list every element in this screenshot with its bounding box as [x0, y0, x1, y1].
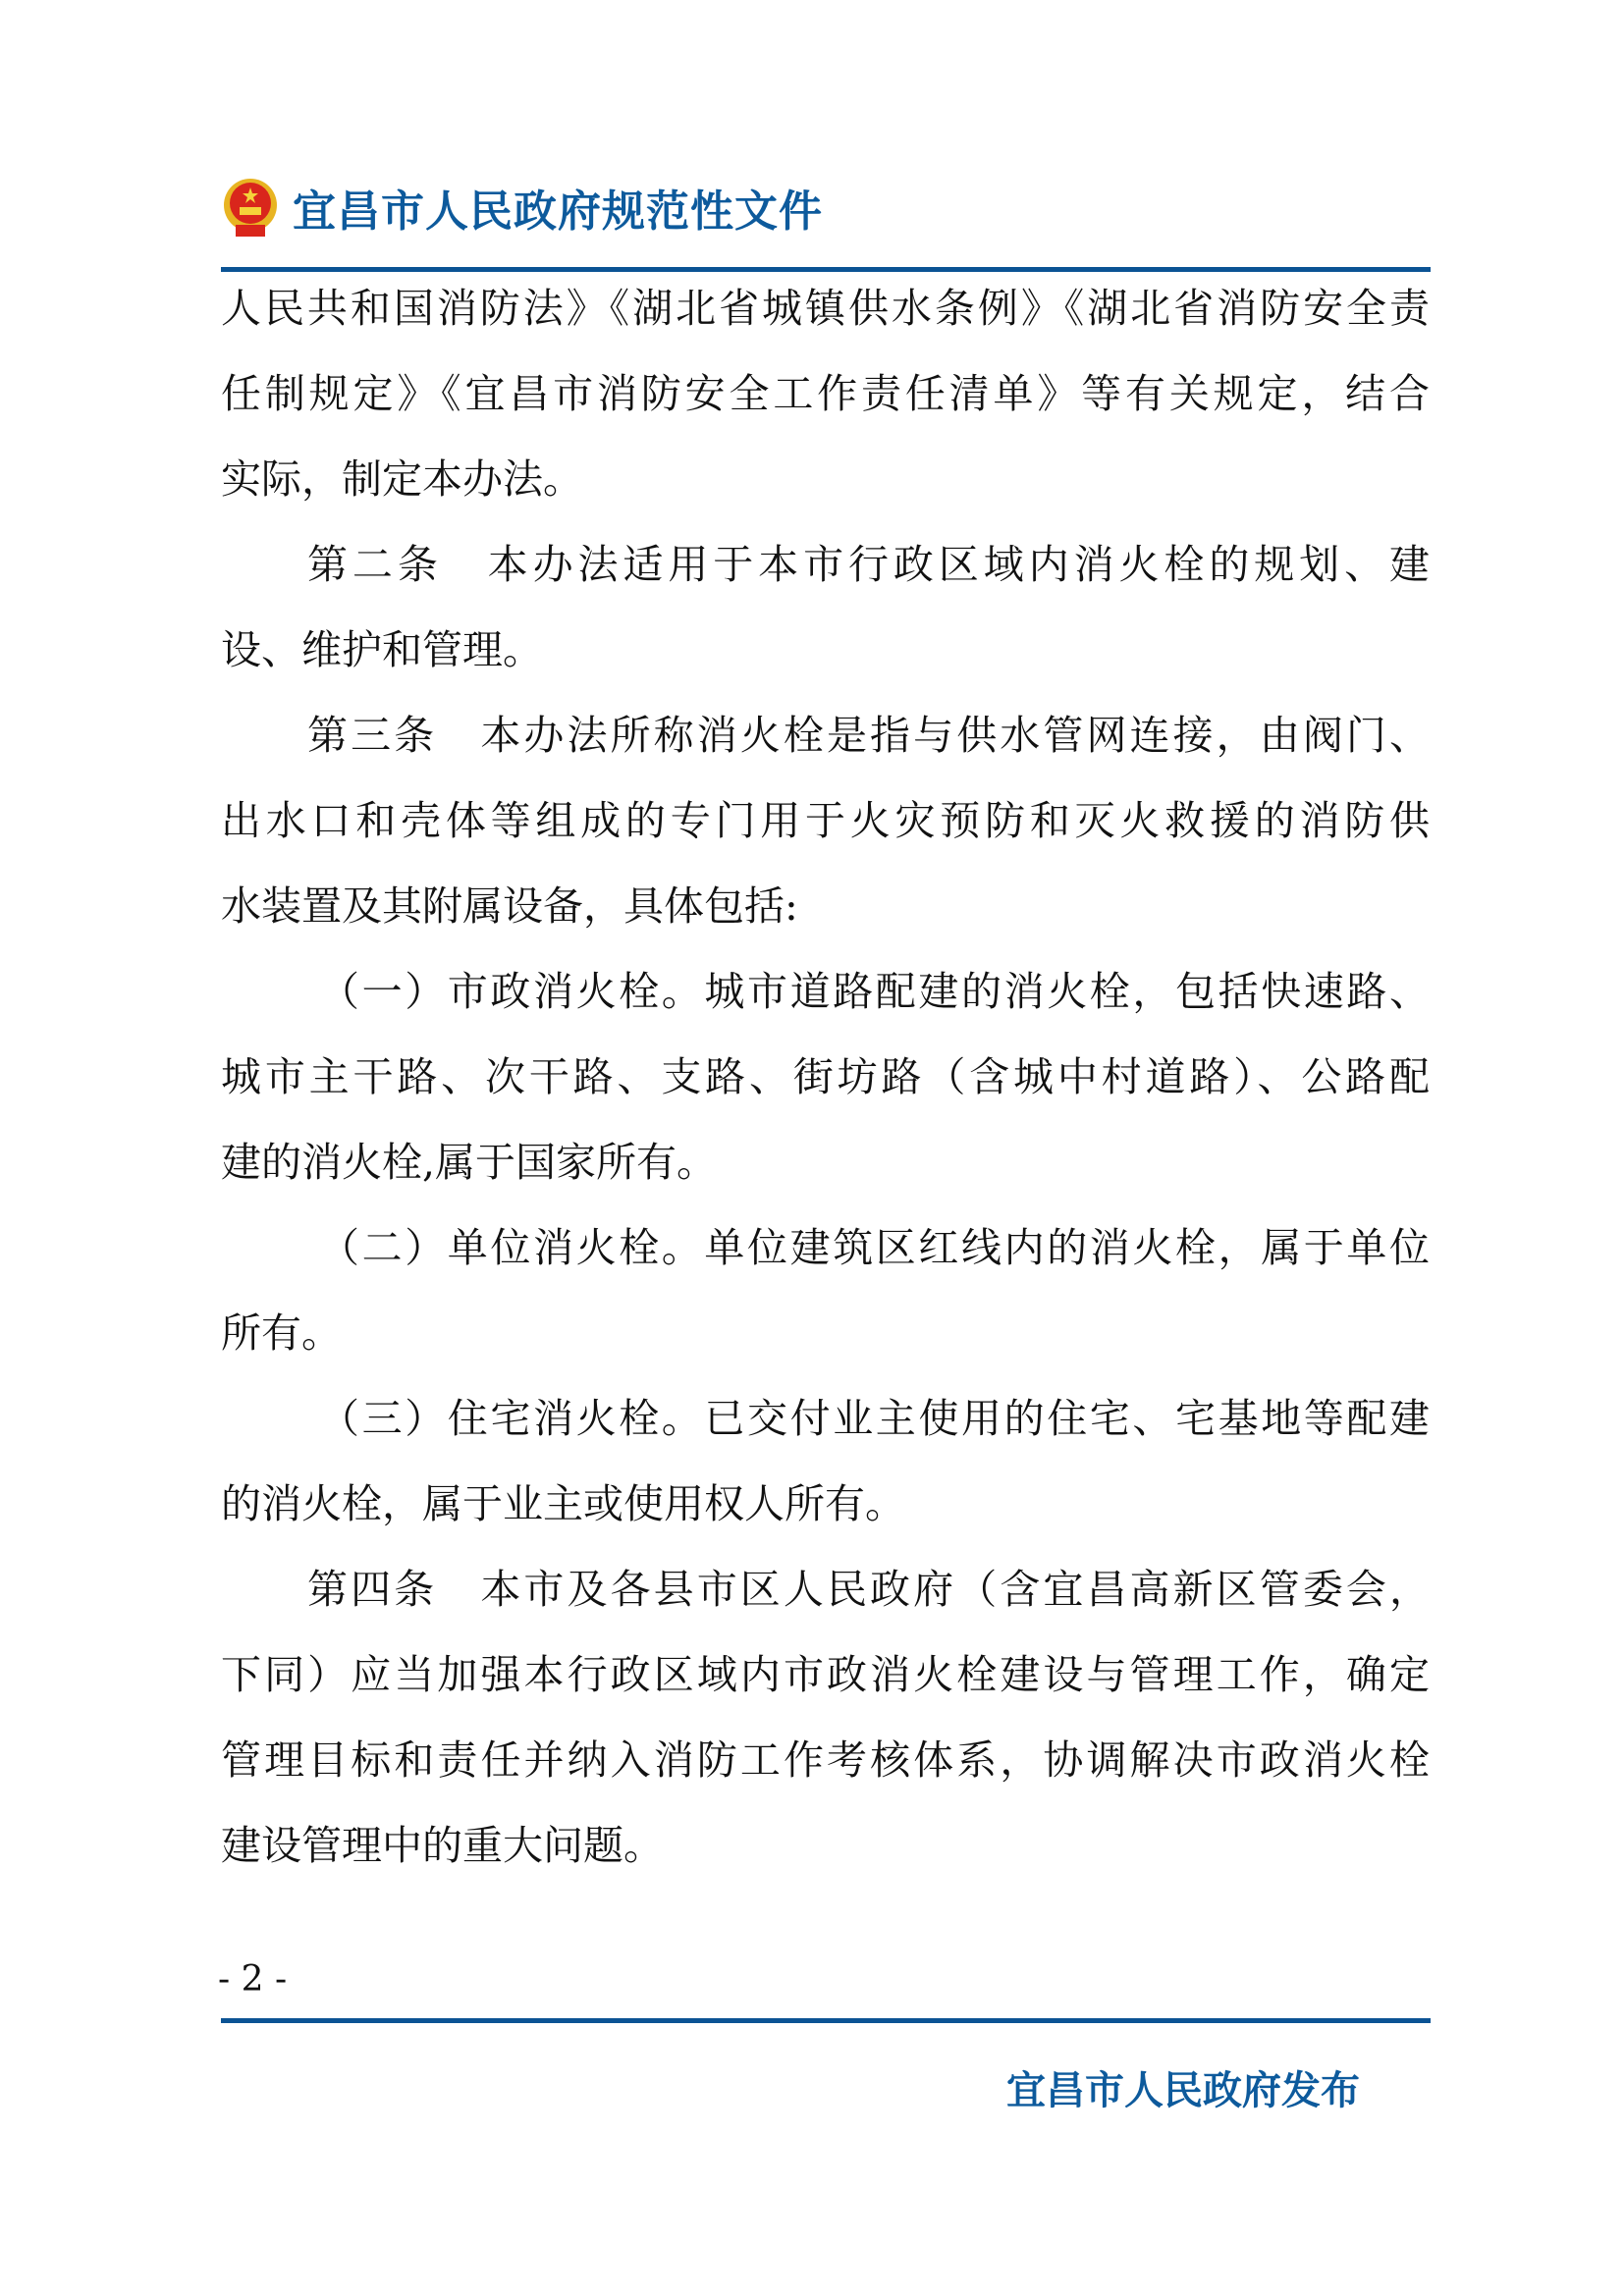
text-line: 建设管理中的重大问题。	[221, 1822, 664, 1869]
article-3: 第三条 本办法所称消火栓是指与供水管网连接，由阀门、	[307, 712, 1430, 759]
page-number: - 2 -	[218, 1959, 288, 2000]
item-3: （三）住宅消火栓。已交付业主使用的住宅、宅基地等配建	[319, 1395, 1430, 1442]
header-title: 宜昌市人民政府规范性文件	[293, 187, 823, 237]
footer-divider	[221, 2018, 1431, 2023]
text-line: 出水口和壳体等组成的专门用于火灾预防和灭火救援的消防供	[221, 797, 1430, 844]
document-header	[222, 173, 823, 241]
text-line: 水装置及其附属设备，具体包括:	[221, 882, 798, 930]
text-line: 人民共和国消防法》《湖北省城镇供水条例》《湖北省消防安全责	[221, 285, 1430, 332]
article-2: 第二条 本办法适用于本市行政区域内消火栓的规划、建	[307, 541, 1430, 588]
document-body	[221, 266, 1430, 1889]
article-4: 第四条 本市及各县市区人民政府（含宜昌高新区管委会，	[307, 1566, 1430, 1613]
item-1: （一）市政消火栓。城市道路配建的消火栓，包括快速路、	[319, 968, 1430, 1015]
text-line: 任制规定》《宜昌市消防安全工作责任清单》等有关规定，结合	[221, 370, 1430, 417]
text-line: 城市主干路、次干路、支路、街坊路（含城中村道路）、公路配	[221, 1053, 1430, 1100]
text-line: 所有。	[221, 1309, 342, 1357]
item-2: （二）单位消火栓。单位建筑区红线内的消火栓，属于单位	[319, 1224, 1430, 1271]
text-line: 的消火栓，属于业主或使用权人所有。	[221, 1480, 905, 1527]
national-emblem-icon	[222, 176, 279, 239]
footer-publisher: 宜昌市人民政府发布	[1006, 2068, 1360, 2113]
text-line: 实际，制定本办法。	[221, 455, 583, 503]
text-line: 设、维护和管理。	[221, 626, 543, 673]
text-line: 管理目标和责任并纳入消防工作考核体系，协调解决市政消火栓	[221, 1736, 1430, 1784]
text-line: 建的消火栓,属于国家所有。	[221, 1139, 718, 1186]
text-line: 下同）应当加强本行政区域内市政消火栓建设与管理工作，确定	[221, 1651, 1430, 1698]
